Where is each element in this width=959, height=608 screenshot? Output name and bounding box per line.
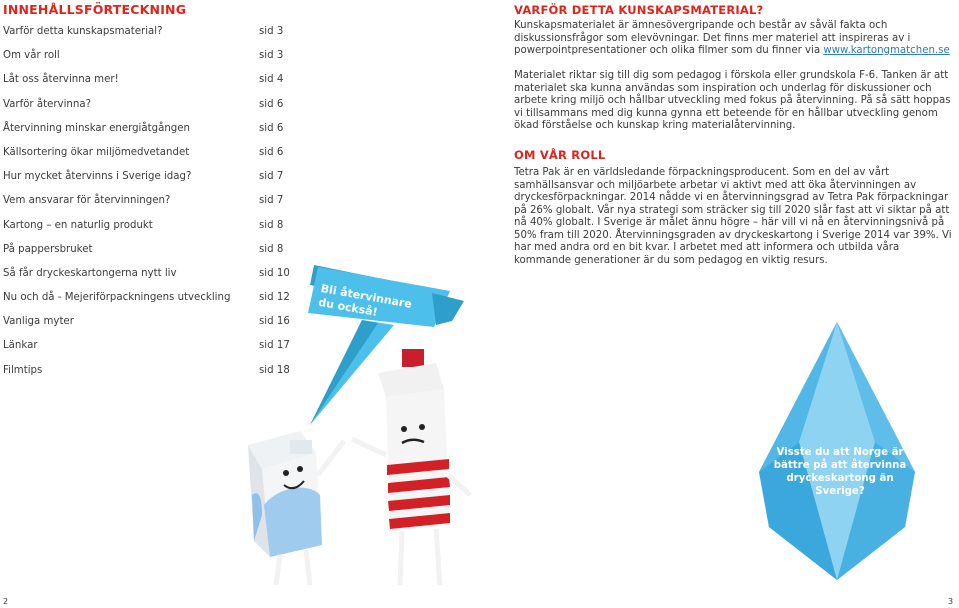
toc-title: INNEHÅLLSFÖRTECKNING xyxy=(3,2,187,17)
section-why-text: Kunskapsmaterialet är ämnesövergripande och består av såväl fakta och diskussionsfrågor som elevövningar. Det finns mer materiel att inspireras av i powerpointpresentationer och olika filmer som du finner via xyxy=(514,20,911,56)
page-number-left: 2 xyxy=(3,597,9,606)
toc-item-label: Varför detta kunskapsmaterial? xyxy=(3,26,163,37)
toc-item[interactable] xyxy=(3,50,288,74)
toc-item[interactable] xyxy=(3,268,288,292)
toc-item-page: sid 12 xyxy=(259,292,290,304)
drop-fact-text: Visste du att Norge är bättre på att återvinna dryckeskartong än Sverige? xyxy=(773,447,907,497)
toc-item[interactable] xyxy=(3,123,288,147)
toc-item-label: Vanliga myter xyxy=(3,316,74,328)
toc-item-label: Varför återvinna? xyxy=(3,98,91,110)
toc-item-label: Hur mycket återvinns i Sverige idag? xyxy=(3,171,192,183)
toc-item-page: sid 7 xyxy=(259,195,284,207)
toc-item[interactable] xyxy=(3,195,288,219)
toc-item[interactable] xyxy=(3,316,288,340)
section-title-role: OM VÅR ROLL xyxy=(514,148,606,162)
toc-item[interactable] xyxy=(3,220,288,244)
toc-item-page: sid 16 xyxy=(259,316,290,328)
carton-mascots-illustration xyxy=(240,345,485,590)
toc-item-label: Kartong – en naturlig produkt xyxy=(3,219,153,231)
toc-item-page: sid 4 xyxy=(259,74,284,86)
speech-banner-text: Bli återvinnare du också! xyxy=(317,282,413,319)
toc-item-page: sid 18 xyxy=(259,364,290,376)
toc-list xyxy=(3,26,288,389)
toc-item-label: Länkar xyxy=(3,340,38,352)
toc-item-label: Låt oss återvinna mer! xyxy=(3,74,119,86)
toc-item-label: Så får dryckeskartongerna nytt liv xyxy=(3,267,177,279)
toc-item-label: På pappersbruket xyxy=(3,243,93,255)
toc-item-page: sid 10 xyxy=(259,267,290,279)
toc-item[interactable] xyxy=(3,26,288,50)
kartongmatchen-link[interactable]: www.kartongmatchen.se xyxy=(823,45,950,56)
toc-item[interactable] xyxy=(3,244,288,268)
toc-item-page: sid 8 xyxy=(259,219,284,231)
section-why-paragraph-1 xyxy=(514,20,958,58)
page-number-right: 3 xyxy=(948,597,954,606)
toc-item[interactable] xyxy=(3,74,288,98)
toc-item[interactable] xyxy=(3,147,288,171)
toc-item-page: sid 6 xyxy=(259,146,284,158)
toc-item-label: Filmtips xyxy=(3,364,43,376)
section-role-paragraph: Tetra Pak är en världsledande förpackningsproducent. Som en del av vårt samhällsansvar och miljöarbete arbetar vi aktivt med att öka återvinningen av dryckesförpackningar. 2014 nådde vi en återvinningsgrad av Tetra Pak förpackningar på 26% globalt. Vår nya strategi som sträcker sig till 2020 slår fast att vi siktar på att nå 40% globalt. I Sverige är målet ännu högre – här vill vi nå en återvinningsnivå på 50% fram till 2020. Återvinningsgraden av dryckeskartong i Sverige 2014 var 39%. Vi har med andra ord en bit kvar. I arbetet med att informera och utbilda våra kommande generationer är du som pedagog en viktig resurs. xyxy=(514,167,952,266)
toc-item[interactable] xyxy=(3,292,288,316)
toc-item-page: sid 6 xyxy=(259,98,284,110)
toc-item-page: sid 3 xyxy=(259,26,284,37)
toc-item-page: sid 3 xyxy=(259,50,284,62)
toc-item[interactable] xyxy=(3,99,288,123)
toc-item-label: Nu och då - Mejeriförpackningens utveckling xyxy=(3,292,231,304)
toc-item[interactable] xyxy=(3,171,288,195)
section-title-why: VARFÖR DETTA KUNSKAPSMATERIAL? xyxy=(514,3,764,17)
toc-item-label: Om vår roll xyxy=(3,50,60,62)
section-why-paragraph-2: Materialet riktar sig till dig som pedagog i förskola eller grundskola F-6. Tanken är att materialet ska kunna användas som inspiration och underlag för diskussioner och arbete kring miljö och hållbar utveckling med fokus på återvinning. På så sätt hoppas vi tillsammans med dig kunna gynna ett beteende för en hållbar utveckling genom ökad förståelse och kunskap kring materialåtervinning. xyxy=(514,70,951,131)
toc-item-label: Källsortering ökar miljömedvetandet xyxy=(3,146,190,158)
toc-item-page: sid 17 xyxy=(259,340,290,352)
toc-item-page: sid 7 xyxy=(259,171,284,183)
toc-item-label: Återvinning minskar energiåtgången xyxy=(3,122,190,134)
toc-item-label: Vem ansvarar för återvinningen? xyxy=(3,195,171,207)
toc-item-page: sid 8 xyxy=(259,243,284,255)
toc-item-page: sid 6 xyxy=(259,122,284,134)
